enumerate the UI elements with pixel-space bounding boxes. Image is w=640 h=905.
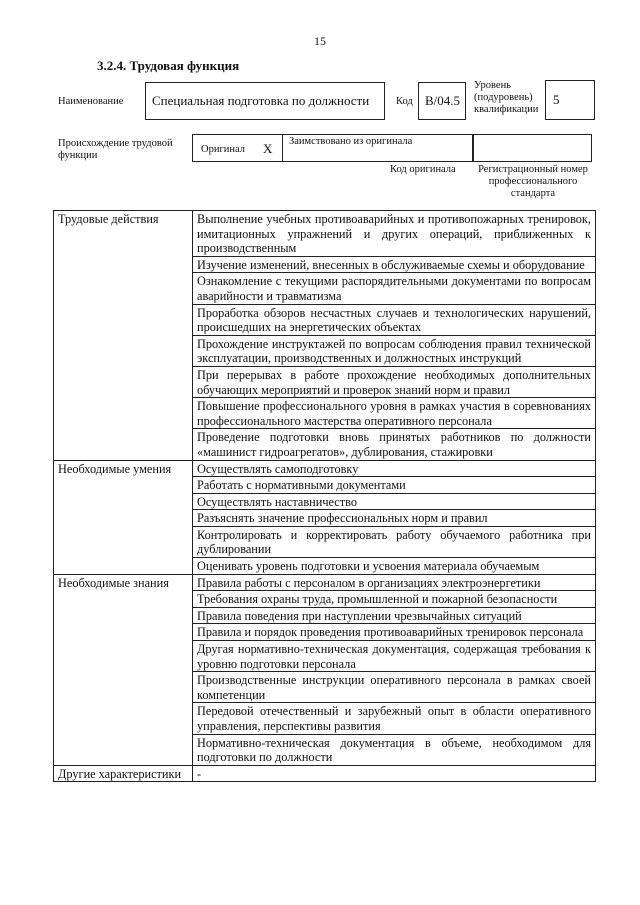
table-row — [54, 765, 596, 782]
list-item: Изучение изменений, внесенных в обслуживаемые схемы и оборудование — [193, 256, 596, 273]
list-item: Осуществлять наставничество — [193, 493, 596, 510]
origin-label: Происхождение трудовой функции — [58, 138, 173, 161]
list-item: - — [193, 765, 596, 782]
origin-code-cell — [473, 135, 474, 161]
list-item: Повышение профессионального уровня в рамках участия в соревнованиях профессионального мастерства оперативного персонала — [193, 398, 596, 429]
original-mark: X — [263, 141, 273, 156]
list-item: Выполнение учебных противоаварийных и противопожарных тренировок, имитационных упражнений и других операций, приближенных к производственным — [193, 211, 596, 257]
origin-borrowed-cell — [283, 135, 473, 161]
table-row — [54, 460, 596, 477]
name-field — [145, 82, 385, 120]
section-heading: Трудовые действия — [54, 211, 193, 461]
level-label: Уровень (подуровень) квалификации — [474, 80, 539, 115]
list-item: Контролировать и корректировать работу обучаемого работника при дублировании — [193, 526, 596, 557]
original-label: Оригинал — [201, 144, 245, 155]
section-heading: Другие характеристики — [54, 765, 193, 782]
code-value: B/04.5 — [425, 93, 461, 108]
list-item: Работать с нормативными документами — [193, 477, 596, 494]
list-item: Передовой отечественный и зарубежный опыт в области оперативного управления, перспективы развития — [193, 703, 596, 734]
list-item: Осуществлять самоподготовку — [193, 460, 596, 477]
function-table — [53, 210, 596, 782]
list-item: Производственные инструкции оперативного персонала в рамках своей компетенции — [193, 672, 596, 703]
level-value: 5 — [553, 92, 560, 107]
list-item: Требования охраны труда, промышленной и пожарной безопасности — [193, 591, 596, 608]
list-item: Проведение подготовки вновь принятых работников по должности «машинист гидроагрегатов», дублирования, стажировки — [193, 429, 596, 460]
list-item: Правила и порядок проведения противоаварийных тренировок персонала — [193, 624, 596, 641]
section-heading: Необходимые знания — [54, 574, 193, 765]
list-item: Нормативно-техническая документация в объеме, необходимом для подготовки по должности — [193, 734, 596, 765]
list-item: Правила работы с персоналом в организациях электроэнергетики — [193, 574, 596, 591]
list-item: При перерывах в работе прохождение необходимых дополнительных обучающих мероприятий и проверок знаний норм и правил — [193, 366, 596, 397]
list-item: Ознакомление с текущими распорядительными документами по вопросам аварийности и травматизма — [193, 273, 596, 304]
section-heading: Необходимые умения — [54, 460, 193, 574]
list-item: Оценивать уровень подготовки и усвоения материала обучаемым — [193, 558, 596, 575]
table-row — [54, 211, 596, 257]
list-item: Правила поведения при наступлении чрезвычайных ситуаций — [193, 607, 596, 624]
origin-original-cell — [193, 135, 283, 161]
borrowed-label: Заимствовано из оригинала — [289, 136, 413, 147]
name-label: Наименование — [58, 96, 124, 107]
section-title: 3.2.4. Трудовая функция — [97, 58, 240, 73]
name-value: Специальная подготовка по должности — [152, 93, 370, 108]
level-field — [545, 80, 595, 120]
list-item: Прохождение инструктажей по вопросам соблюдения правил технической эксплуатации, производственных и должностных инструкций — [193, 335, 596, 366]
list-item: Разъяснять значение профессиональных норм и правил — [193, 510, 596, 527]
page-number: 15 — [314, 34, 326, 48]
reg-number-label: Регистрационный номер профессионального стандарта — [478, 164, 588, 199]
list-item: Другая нормативно-техническая документация, содержащая требования к уровню подготовки персонала — [193, 641, 596, 672]
table-row — [54, 574, 596, 591]
list-item: Проработка обзоров несчастных случаев и технологических нарушений, происшедших на энергетических объектах — [193, 304, 596, 335]
code-label: Код — [396, 96, 413, 107]
code-field — [418, 82, 466, 120]
origin-field — [192, 134, 592, 162]
origin-code-label: Код оригинала — [390, 164, 456, 175]
